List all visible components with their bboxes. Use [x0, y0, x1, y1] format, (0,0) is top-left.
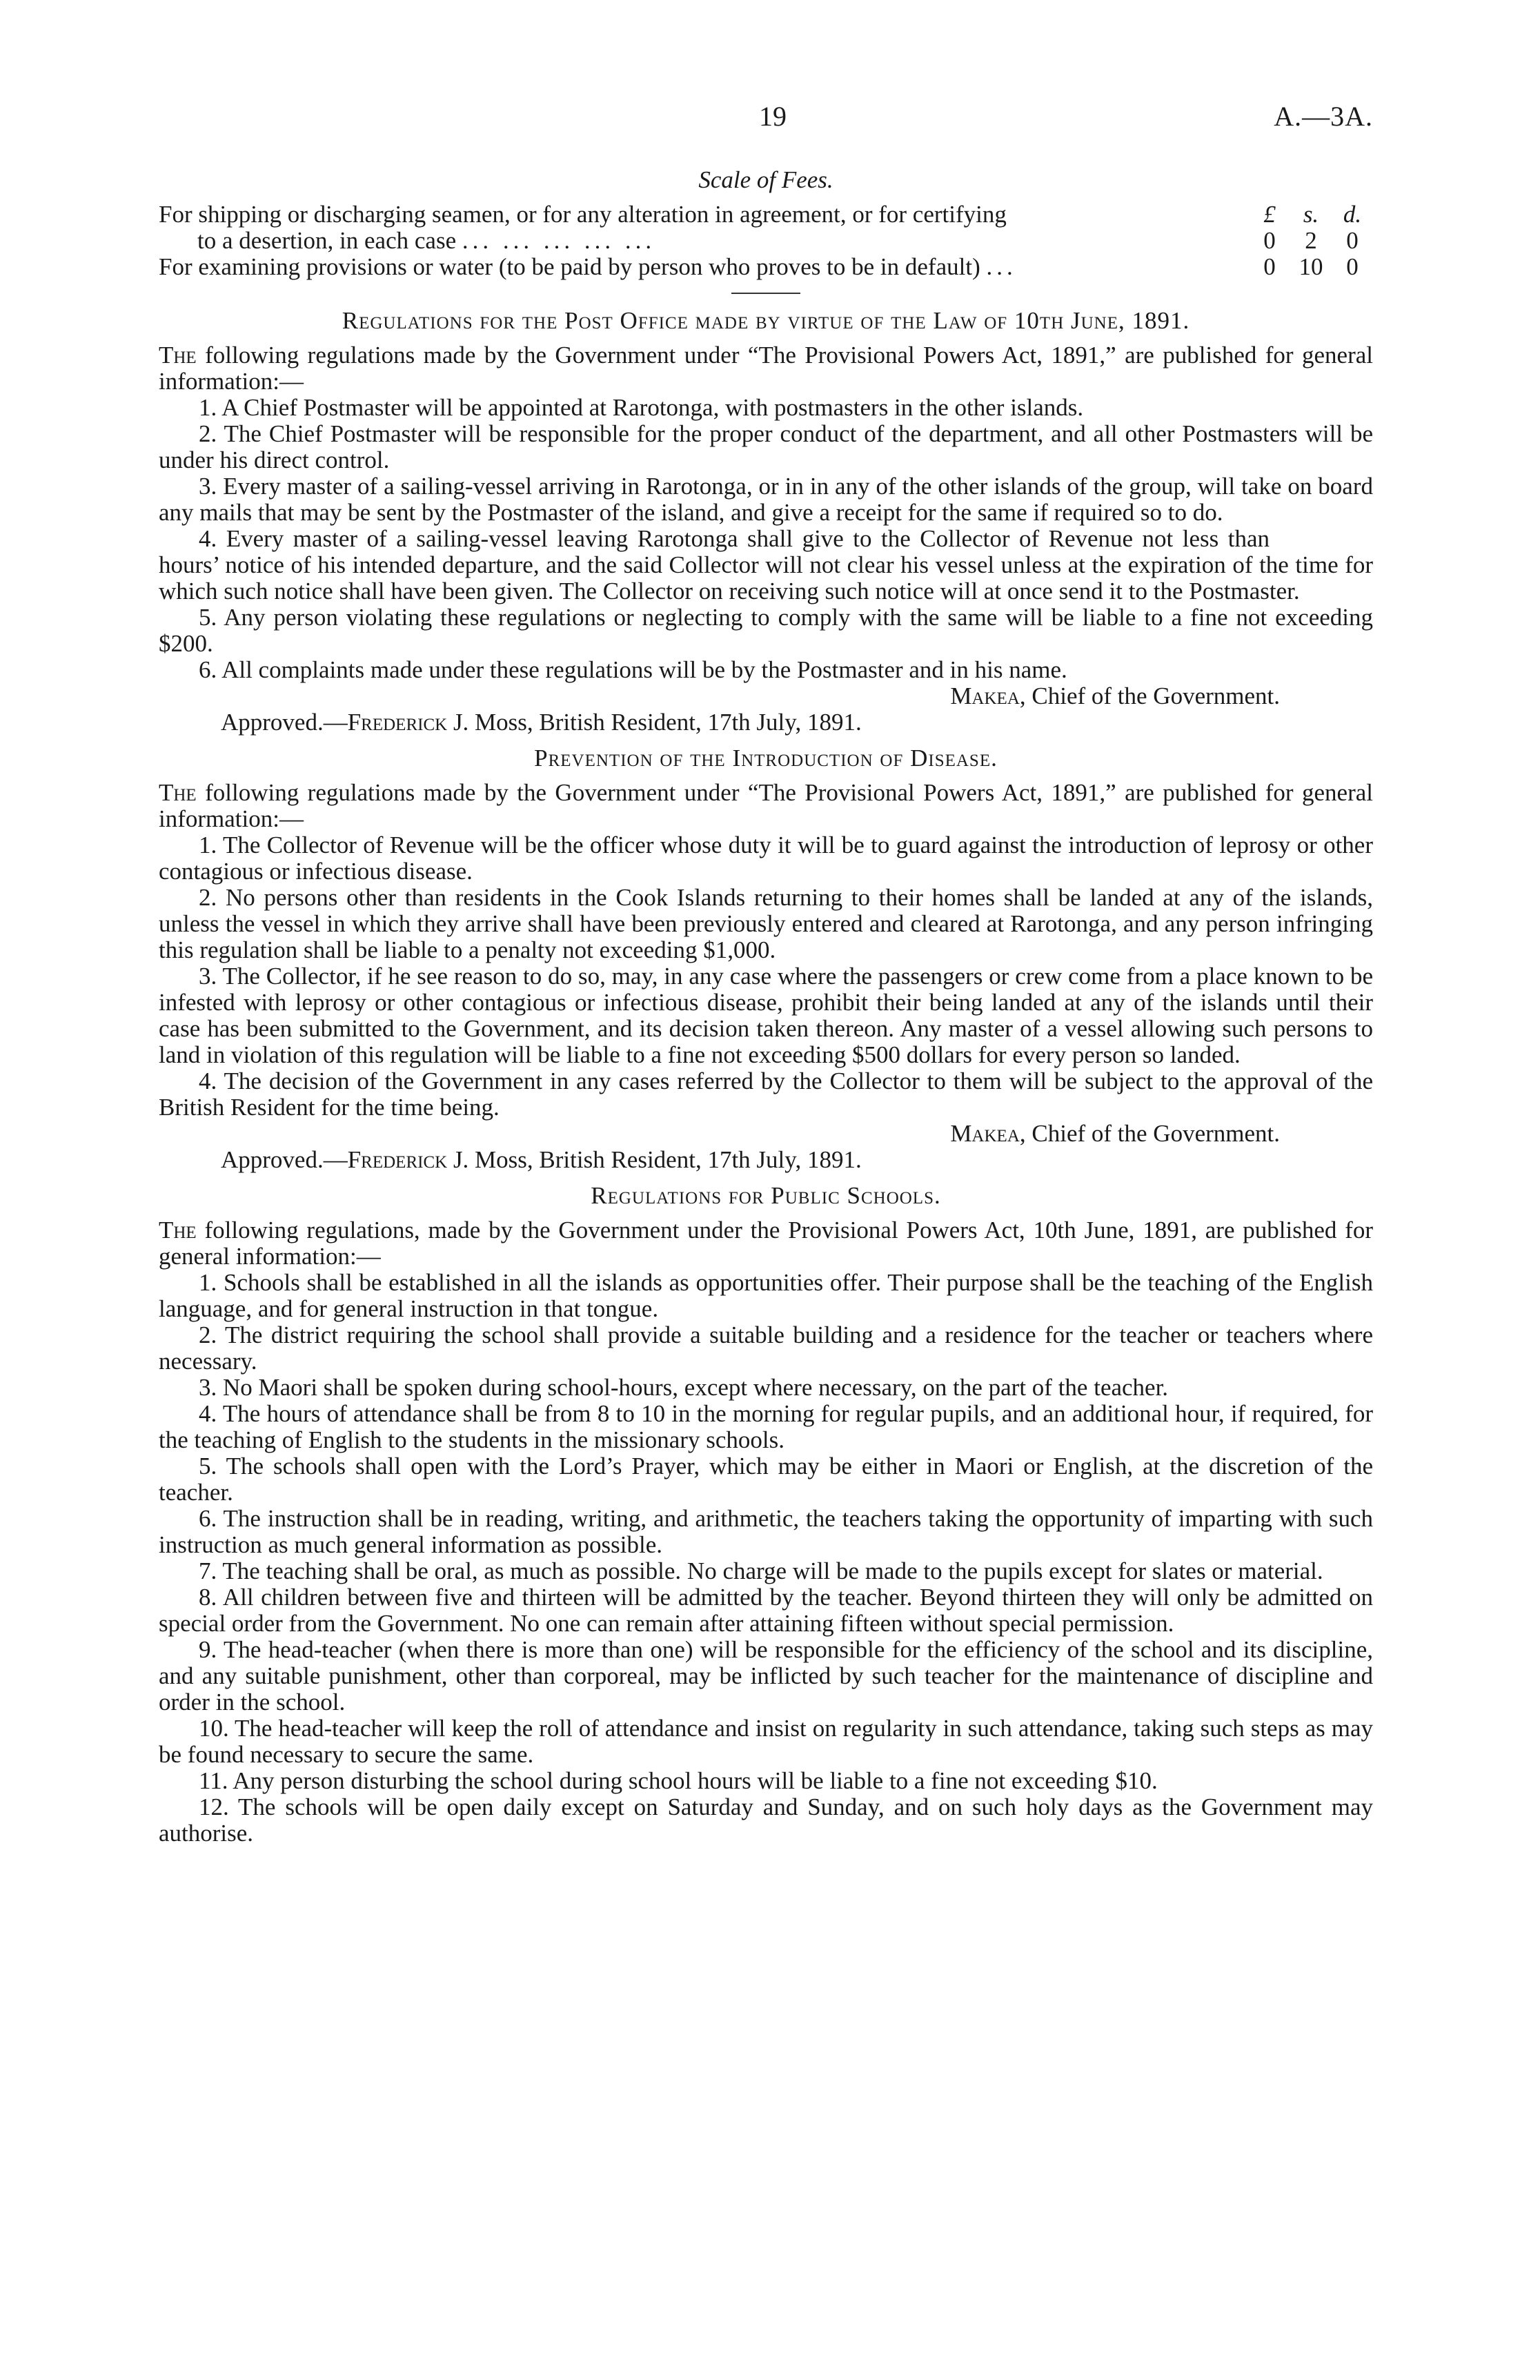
shillings-header: s. — [1303, 201, 1319, 228]
disease-section — [159, 745, 1373, 1173]
clause — [159, 526, 1373, 604]
fee-shillings: 2 — [1305, 227, 1317, 254]
schools-section — [159, 1183, 1373, 1847]
fee-line — [159, 254, 1249, 280]
fee-line — [159, 228, 1249, 254]
clause: 9. The head-teacher (when there is more than one) will be responsible for the efficiency of the school and its discipline, and any suitable punishment, other than corporeal, may be inflicted by such teacher for the maintenance of discipline and order in the school. — [159, 1636, 1373, 1715]
post-office-title: Regulations for the Post Office made by virtue of the Law of 10th June, 1891. — [342, 307, 1190, 334]
clause-text: 4. Every master of a sailing-vessel leaving Rarotonga shall give to the Collector of Revenue not less than — [199, 525, 1270, 552]
fee-description — [159, 201, 1249, 228]
intro-the: The — [159, 342, 197, 368]
clause: 10. The head-teacher will keep the roll of attendance and insist on regularity in such attendance, taking such steps as may be found necessary to secure the same. — [159, 1715, 1373, 1768]
clause: 6. All complaints made under these regulations will be by the Postmaster and in his name. — [199, 656, 1067, 683]
clause: 5. The schools shall open with the Lord’s Prayer, which may be either in Maori or English, at the discretion of the teacher. — [159, 1453, 1373, 1506]
pence-header: d. — [1343, 201, 1362, 228]
leader-dots: ... ... ... ... ... — [462, 227, 656, 254]
clause: 4. The decision of the Government in any cases referred by the Collector to them will be subject to the approval of the British Resident for the time being. — [159, 1068, 1373, 1121]
approved-name: Frederick — [347, 709, 448, 736]
approved-prefix: Approved.— — [221, 709, 348, 736]
clause-text: hours’ notice of his intended departure, and the said Collector will not clear his vessel unless at the expiration of the time for which such notice shall have been given. The Collector on receiving such notice will at once send it to the Postmaster. — [159, 551, 1373, 604]
clause: 2. No persons other than residents in the Cook Islands returning to their homes shall be landed at any of the islands, unless the vessel in which they arrive shall have been previously entered and cleared at Rarotonga, and any person infringing this regulation shall be liable to a penalty not exceeding $1,000. — [159, 884, 1373, 963]
clause: 5. Any person violating these regulations or neglecting to comply with the same will be liable to a fine not exceeding $200. — [159, 604, 1373, 657]
approved-rest: J. Moss, British Resident, 17th July, 1891. — [447, 1146, 862, 1173]
signature-title: Chief of the Government. — [1025, 682, 1280, 709]
intro-text: following regulations, made by the Government under the Provisional Powers Act, 10th June, 1891, are published for general information:— — [159, 1217, 1373, 1270]
approved-prefix: Approved.— — [221, 1146, 348, 1173]
post-office-intro — [159, 342, 1373, 395]
approval — [159, 709, 1373, 736]
clause: 3. No Maori shall be spoken during school-hours, except where necessary, on the part of the teacher. — [199, 1374, 1169, 1401]
fee-description — [159, 254, 1249, 280]
scale-of-fees-title: Scale of Fees. — [698, 166, 833, 193]
fee-pounds: 0 — [1263, 253, 1276, 280]
clause: 1. Schools shall be established in all the islands as opportunities offer. Their purpose shall be the teaching of the English language, and for general instruction in that tongue. — [159, 1269, 1373, 1322]
post-office-section — [159, 308, 1373, 736]
schools-title: Regulations for Public Schools. — [591, 1182, 941, 1209]
clause: 4. The hours of attendance shall be from 8 to 10 in the morning for regular pupils, and an additional hour, if required, for the teaching of English to the students in the missionary schools. — [159, 1400, 1373, 1453]
leader-dots: ... — [986, 253, 1017, 280]
signature-title: Chief of the Government. — [1025, 1120, 1280, 1147]
intro-the: The — [159, 779, 197, 806]
page-number: 19 — [759, 101, 787, 132]
fee-line-text: For examining provisions or water (to be paid by person who proves to be in default) — [159, 253, 980, 280]
clause: 3. Every master of a sailing-vessel arriving in Rarotonga, or in in any of the other islands of the group, will take on board any mails that may be sent by the Postmaster of the island, and give a receipt for the same if required so to do. — [159, 473, 1373, 526]
schools-intro — [159, 1217, 1373, 1270]
fee-pence: 0 — [1346, 227, 1359, 254]
clause: 11. Any person disturbing the school during school hours will be liable to a fine not exceeding $10. — [199, 1767, 1158, 1794]
approved-rest: J. Moss, British Resident, 17th July, 1891. — [447, 709, 862, 736]
fee-line-text: to a desertion, in each case — [197, 227, 457, 254]
fee-row — [159, 228, 1373, 254]
clause: 2. The Chief Postmaster will be responsible for the proper conduct of the department, and all other Postmasters will be under his direct control. — [159, 420, 1373, 473]
fee-row — [159, 254, 1373, 280]
pounds-header: £ — [1263, 201, 1276, 228]
clause: 1. A Chief Postmaster will be appointed at Rarotonga, with postmasters in the other islands. — [199, 394, 1084, 421]
clause: 8. All children between five and thirteen will be admitted by the teacher. Beyond thirteen they will only be admitted on special order from the Government. No one can remain after attaining fifteen without special permission. — [159, 1584, 1373, 1637]
clause: 3. The Collector, if he see reason to do so, may, in any case where the passengers or crew come from a place known to be infested with leprosy or other contagious or infectious disease, prohibit their being landed at any of the islands until their case has been submitted to the Government, and its decision taken thereon. Any master of a vessel allowing such persons to land in violation of this regulation will be liable to a fine not exceeding $500 dollars for every person so landed. — [159, 963, 1373, 1068]
fee-row — [159, 201, 1373, 228]
clause: 2. The district requiring the school shall provide a suitable building and a residence for the teacher or teachers where necessary. — [159, 1321, 1373, 1375]
disease-intro — [159, 780, 1373, 832]
fee-description — [159, 228, 1249, 254]
clause: 7. The teaching shall be oral, as much as possible. No charge will be made to the pupils except for slates or material. — [199, 1557, 1323, 1584]
approved-name: Frederick — [347, 1146, 448, 1173]
fee-amount — [1249, 254, 1373, 280]
signature — [159, 683, 1373, 709]
page-header — [159, 101, 1373, 138]
section-divider — [731, 293, 800, 294]
signature-name: Makea, — [950, 1120, 1026, 1147]
disease-title: Prevention of the Introduction of Disease. — [534, 745, 998, 771]
scale-of-fees-table — [159, 201, 1373, 1847]
signature — [159, 1121, 1373, 1147]
fee-line: For shipping or discharging seamen, or for any alteration in agreement, or for certifying — [159, 201, 1007, 228]
clause: 1. The Collector of Revenue will be the officer whose duty it will be to guard against the introduction of leprosy or other contagious or infectious disease. — [159, 832, 1373, 885]
fee-pence: 0 — [1346, 253, 1359, 280]
intro-text: following regulations made by the Government under “The Provisional Powers Act, 1891,” are published for general information:— — [159, 342, 1373, 395]
approval — [159, 1147, 1373, 1173]
signature-name: Makea, — [950, 682, 1026, 709]
currency-header — [1249, 201, 1373, 228]
clause: 6. The instruction shall be in reading, writing, and arithmetic, the teachers taking the opportunity of imparting with such instruction as much general information as possible. — [159, 1505, 1373, 1558]
fee-pounds: 0 — [1263, 227, 1276, 254]
fee-shillings: 10 — [1299, 253, 1323, 280]
document-reference: A.—3A. — [1274, 101, 1373, 132]
clause: 12. The schools will be open daily except on Saturday and Sunday, and on such holy days as the Government may authorise. — [159, 1793, 1373, 1847]
intro-the: The — [159, 1217, 197, 1243]
fee-amount — [1249, 228, 1373, 254]
intro-text: following regulations made by the Government under “The Provisional Powers Act, 1891,” are published for general information:— — [159, 779, 1373, 832]
